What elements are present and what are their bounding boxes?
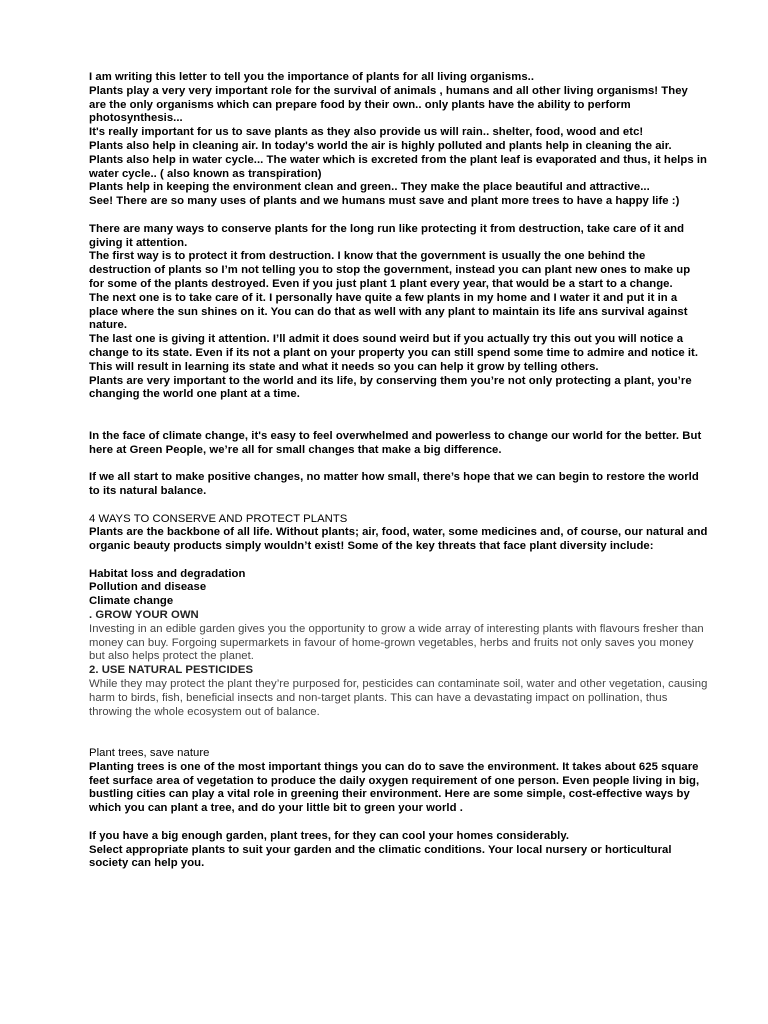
- spacer: [89, 816, 708, 830]
- paragraph: Plants are very important to the world and its life, by conserving them you’re not only protecting a plant, you’re changing the world one plant at a time.: [89, 374, 692, 401]
- section-ways-to-conserve: [89, 223, 708, 402]
- list-item: Pollution and disease: [89, 581, 207, 594]
- tip-body: [89, 623, 708, 664]
- paragraph: The last one is giving it attention. I’ll admit it does sound weird but if you actually try this out you will notice a change to its state. Even if its not a plant on your property you can still spend some time to admire and notice it. This will result in learning its state and what it needs so you can help it grow by telling others.: [89, 333, 699, 373]
- spacer: [89, 402, 708, 430]
- list-item: Climate change: [89, 595, 174, 608]
- paragraph: Plants are the backbone of all life. Without plants; air, food, water, some medicines and, of course, our natural and organic beauty products simply wouldn’t exist! Some of the key threats that face plant diversity include:: [89, 526, 708, 553]
- paragraph: Plants also help in water cycle... The water which is excreted from the plant leaf is evaporated and thus, it helps in water cycle.. ( also known as transpiration): [89, 153, 707, 180]
- paragraph: See! There are so many uses of plants and we humans must save and plant more trees to have a happy life :): [89, 195, 680, 208]
- section-plant-trees: [89, 747, 708, 871]
- spacer: [89, 209, 708, 223]
- tip-body: [89, 678, 708, 719]
- paragraph: Plants play a very very important role for the survival of animals , humans and all other living organisms! They are the only organisms which can prepare food by their own.. only plants have the ability to perform photosynthesis...: [89, 84, 688, 125]
- paragraph: If you have a big enough garden, plant trees, for they can cool your homes considerably.: [89, 829, 570, 842]
- paragraph: Plants also help in cleaning air. In today's world the air is highly polluted and plants help in cleaning the air.: [89, 139, 672, 152]
- paragraph: The next one is to take care of it. I personally have quite a few plants in my home and I water it and put it in a place where the sun shines on it. You can do that as well with any plant to maintain its life ans survival against nature.: [89, 291, 688, 332]
- paragraph: Select appropriate plants to suit your garden and the climatic conditions. Your local nursery or horticultural society can help you.: [89, 843, 672, 870]
- spacer: [89, 554, 708, 568]
- paragraph: I am writing this letter to tell you the importance of plants for all living organisms..: [89, 71, 535, 83]
- spacer: [89, 719, 708, 747]
- paragraph: The first way is to protect it from destruction. I know that the government is usually the one behind the destruction of plants so I’m not telling you to stop the government, instead you can plant new ones to make up for some of the plants destroyed. Even if you just plant 1 plant every year, that would be a start to a change.: [89, 250, 691, 290]
- paragraph: There are many ways to conserve plants for the long run like protecting it from destruction, take care of it and giving it attention.: [89, 222, 685, 249]
- paragraph: Planting trees is one of the most important things you can do to save the environment. It takes about 625 square feet surface area of vegetation to produce the daily oxygen requirement of one person. Even people living in big, bustling cities can play a vital role in greening their environment. Here are some simple, cost-effective ways by which you can plant a tree, and do your little bit to green your world .: [89, 760, 700, 815]
- list-item: Habitat loss and degradation: [89, 567, 246, 580]
- paragraph: Investing in an edible garden gives you the opportunity to grow a wide array of interesting plants with flavours fresher than money can buy. Forgoing supermarkets in favour of home-grown vegetables, herbs and fruits not only saves you money but also helps protect the planet.: [89, 622, 704, 663]
- tip-heading: 2. USE NATURAL PESTICIDES: [89, 664, 254, 677]
- spacer: [89, 457, 708, 471]
- paragraph: While they may protect the plant they’re purposed for, pesticides can contaminate soil, water and other vegetation, causing harm to birds, fish, beneficial insects and non-target plants. This can have a devastating impact on pollination, thus throwing the whole ecosystem out of balance.: [89, 678, 708, 718]
- spacer: [89, 499, 708, 513]
- paragraph: It's really important for us to save plants as they also provide us will rain.. shelter, food, wood and etc!: [89, 126, 644, 139]
- tip-heading: . GROW YOUR OWN: [89, 609, 199, 622]
- paragraph: In the face of climate change, it's easy to feel overwhelmed and powerless to change our world for the better. But here at Green People, we’re all for small changes that make a big difference.: [89, 429, 702, 456]
- section-title: Plant trees, save nature: [89, 747, 210, 760]
- section-importance-of-plants: [89, 71, 708, 209]
- threat-list: [89, 568, 708, 609]
- paragraph: Plants help in keeping the environment clean and green.. They make the place beautiful and attractive...: [89, 181, 650, 194]
- paragraph: If we all start to make positive changes, no matter how small, there’s hope that we can begin to restore the world to its natural balance.: [89, 471, 699, 497]
- section-climate-change: [89, 430, 708, 499]
- section-heading: 4 WAYS TO CONSERVE AND PROTECT PLANTS: [89, 512, 348, 525]
- section-four-ways: [89, 513, 708, 720]
